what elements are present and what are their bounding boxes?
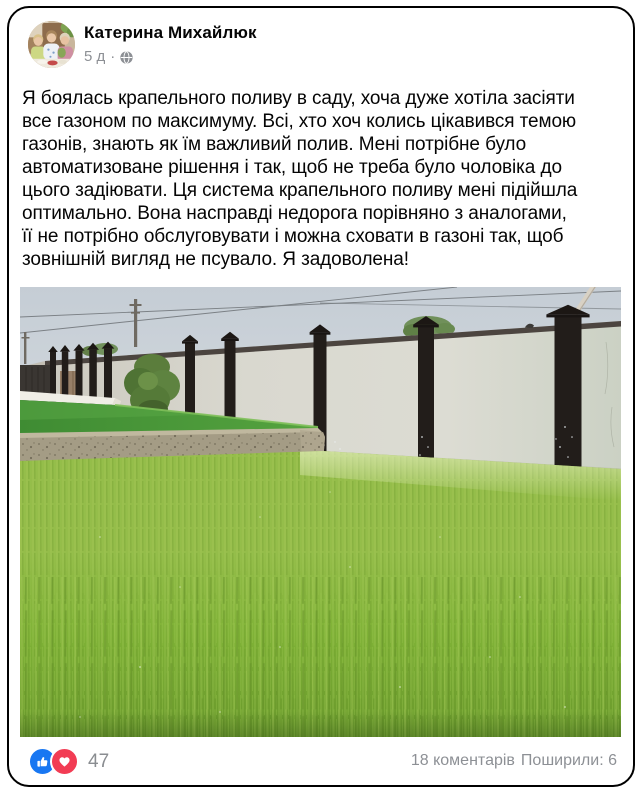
post-footer bbox=[9, 745, 633, 781]
body-text-line: цього задіювати. Ця система крапельного поливу мені підійшла bbox=[22, 180, 578, 201]
post-card bbox=[7, 6, 635, 787]
body-text-line: все газоном по максимуму. Всі, хто хоч колись цікавився темою bbox=[22, 111, 577, 132]
lawn-photo-illustration bbox=[20, 287, 621, 737]
meta-separator: · bbox=[110, 48, 116, 65]
shares-count[interactable]: Поширили: 6 bbox=[520, 752, 617, 769]
timestamp[interactable]: 5 д bbox=[84, 48, 106, 65]
reaction-count[interactable]: 47 bbox=[88, 751, 110, 772]
comments-count[interactable]: 18 коментарів bbox=[410, 752, 515, 769]
body-text-line: зовнішній вигляд не псувало. Я задоволена! bbox=[22, 249, 409, 270]
post-body bbox=[22, 87, 628, 271]
reactions-group[interactable] bbox=[28, 747, 88, 776]
footer-meta bbox=[411, 752, 617, 770]
body-text-line: газонів, знають як їм важливий полив. Мені потрібне було bbox=[22, 134, 527, 155]
avatar[interactable] bbox=[28, 21, 75, 68]
body-text-line: Я боялась крапельного поливу в саду, хоча дуже хотіла засіяти bbox=[22, 88, 575, 109]
body-text-line: оптимально. Вона насправді недорога порівняно з аналогами, bbox=[22, 203, 567, 224]
post-meta bbox=[84, 48, 133, 65]
globe-icon bbox=[120, 51, 133, 64]
body-text-line: її не потрібно обслуговувати і можна сховати в газоні так, щоб bbox=[22, 226, 564, 247]
lawn bbox=[20, 447, 621, 737]
post-photo[interactable] bbox=[20, 287, 621, 737]
author-name[interactable]: Катерина Михайлюк bbox=[84, 23, 257, 42]
body-text-line: автоматизоване рішення і так, щоб не треба було чоловіка до bbox=[22, 157, 562, 178]
avatar-photo bbox=[28, 21, 75, 68]
love-icon[interactable] bbox=[50, 747, 79, 776]
